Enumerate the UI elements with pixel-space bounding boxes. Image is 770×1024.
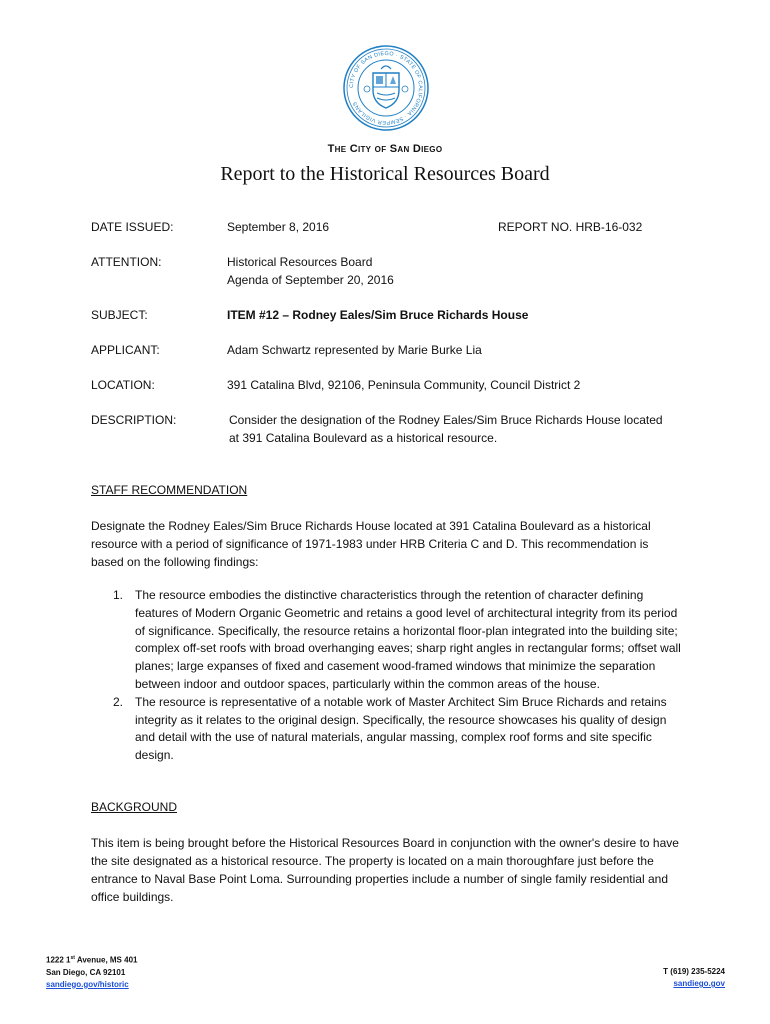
subject-value: ITEM #12 – Rodney Eales/Sim Bruce Richards House xyxy=(227,308,529,322)
location-label: LOCATION: xyxy=(91,378,155,392)
finding-item xyxy=(91,694,686,765)
date-issued-label: DATE ISSUED: xyxy=(91,220,174,234)
findings-list xyxy=(91,587,686,765)
footer-street: 1222 1st Avenue, MS 401 xyxy=(46,955,138,965)
city-name: The City of San Diego xyxy=(327,143,443,155)
attention-label: ATTENTION: xyxy=(91,255,162,269)
background-heading: BACKGROUND xyxy=(91,800,178,814)
report-number: REPORT NO. HRB-16-032 xyxy=(498,220,643,234)
attention-value-line1: Historical Resources Board xyxy=(227,255,373,269)
footer-site-link[interactable]: sandiego.gov xyxy=(673,979,725,988)
footer-contact xyxy=(663,966,725,990)
attention-value-line2: Agenda of September 20, 2016 xyxy=(227,273,394,287)
finding-text: The resource is representative of a notable work of Master Architect Sim Bruce Richards and retains integrity as it relates to the original design. Specifically, the resource showcases his quality of design and detail with the use of natural materials, angular massing, complex roof forms and site specific design. xyxy=(135,694,667,763)
staff-recommendation-heading: STAFF RECOMMENDATION xyxy=(91,483,248,497)
background-text: This item is being brought before the Historical Resources Board in conjunction with the owner's desire to have the site designated as a historical resource. The property is located on a main thoroughfare just before the entrance to Naval Base Point Loma. Surrounding properties include a number of single family residential and office buildings. xyxy=(91,836,679,904)
finding-number: 1. xyxy=(113,588,124,602)
date-issued-value: September 8, 2016 xyxy=(227,220,330,234)
footer-phone: T (619) 235-5224 xyxy=(663,967,725,976)
applicant-label: APPLICANT: xyxy=(91,343,160,357)
recommendation-intro: Designate the Rodney Eales/Sim Bruce Richards House located at 391 Catalina Boulevard as a historical resource with a period of significance of 1971-1983 under HRB Criteria C and D. This recommendation is based on the following findings: xyxy=(91,519,651,569)
city-seal-icon xyxy=(343,45,429,131)
description-value: Consider the designation of the Rodney Eales/Sim Bruce Richards House located at 391 Catalina Boulevard as a historical resource. xyxy=(229,413,663,445)
footer-address xyxy=(46,952,137,991)
report-title: Report to the Historical Resources Board xyxy=(220,163,550,185)
footer-historic-link[interactable]: sandiego.gov/historic xyxy=(46,979,129,989)
description-label: DESCRIPTION: xyxy=(91,413,177,427)
finding-text: The resource embodies the distinctive characteristics through the retention of character defining features of Modern Organic Geometric and retains a good level of architectural integrity from its period of significance. Specifically, the resource retains a horizontal floor-plan integrated into the building site; complex off-set roofs with broad overhanging eaves; sharp right angles in rectangular forms; offset wall planes; large expanses of fixed and casement wood-framed windows that minimize the separation between indoor and outdoor spaces, particularly within the common areas of the house. xyxy=(135,588,681,691)
finding-number: 2. xyxy=(113,694,124,709)
svg-text:CITY OF SAN DIEGO · STATE OF C: CITY OF SAN DIEGO · STATE OF CALIFORNIA · SEMPER VIGILANS xyxy=(348,50,424,126)
footer-city: San Diego, CA 92101 xyxy=(46,967,126,977)
subject-label: SUBJECT: xyxy=(91,308,148,322)
finding-item xyxy=(91,587,686,694)
applicant-value: Adam Schwartz represented by Marie Burke Lia xyxy=(227,343,482,357)
location-value: 391 Catalina Blvd, 92106, Peninsula Community, Council District 2 xyxy=(227,378,581,392)
